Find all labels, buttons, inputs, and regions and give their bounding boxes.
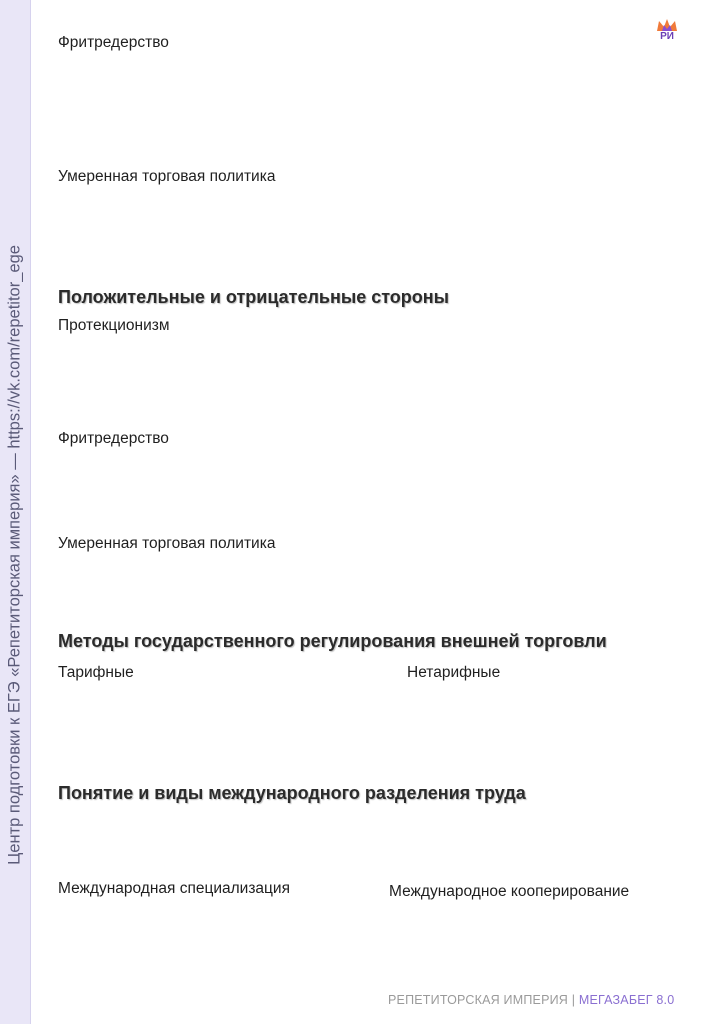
footer-event: МЕГАЗАБЕГ 8.0 <box>578 993 675 1007</box>
heading-division: Понятие и виды международного разделения труда <box>58 783 526 803</box>
footer-separator: | <box>571 993 576 1007</box>
logo <box>655 18 679 46</box>
heading-pros-cons: Положительные и отрицательные стороны <box>58 287 450 307</box>
crown-icon <box>655 18 679 32</box>
cooperation-label: Международное кооперирование <box>389 883 630 900</box>
non-tariff-label: Нетарифные <box>407 664 501 681</box>
footer <box>388 993 674 1007</box>
footer-brand: РЕПЕТИТОРСКАЯ ИМПЕРИЯ <box>388 993 569 1007</box>
free-trade-label-2: Фритредерство <box>58 430 169 447</box>
moderate-policy-label-2: Умеренная торговая политика <box>58 535 276 552</box>
logo-text: РИ <box>660 31 674 42</box>
sidebar <box>0 0 31 1024</box>
protectionism-label: Протекционизм <box>58 317 170 334</box>
moderate-policy-label: Умеренная торговая политика <box>58 168 276 185</box>
free-trade-label: Фритредерство <box>58 34 169 51</box>
heading-methods: Методы государственного регулирования внешней торговли <box>58 631 607 651</box>
sidebar-caption: Центр подготовки к ЕГЭ «Репетиторская империя» — https://vk.com/repetitor_ege <box>5 245 24 865</box>
tariff-label: Тарифные <box>58 664 134 681</box>
specialization-label: Международная специализация <box>58 880 290 897</box>
